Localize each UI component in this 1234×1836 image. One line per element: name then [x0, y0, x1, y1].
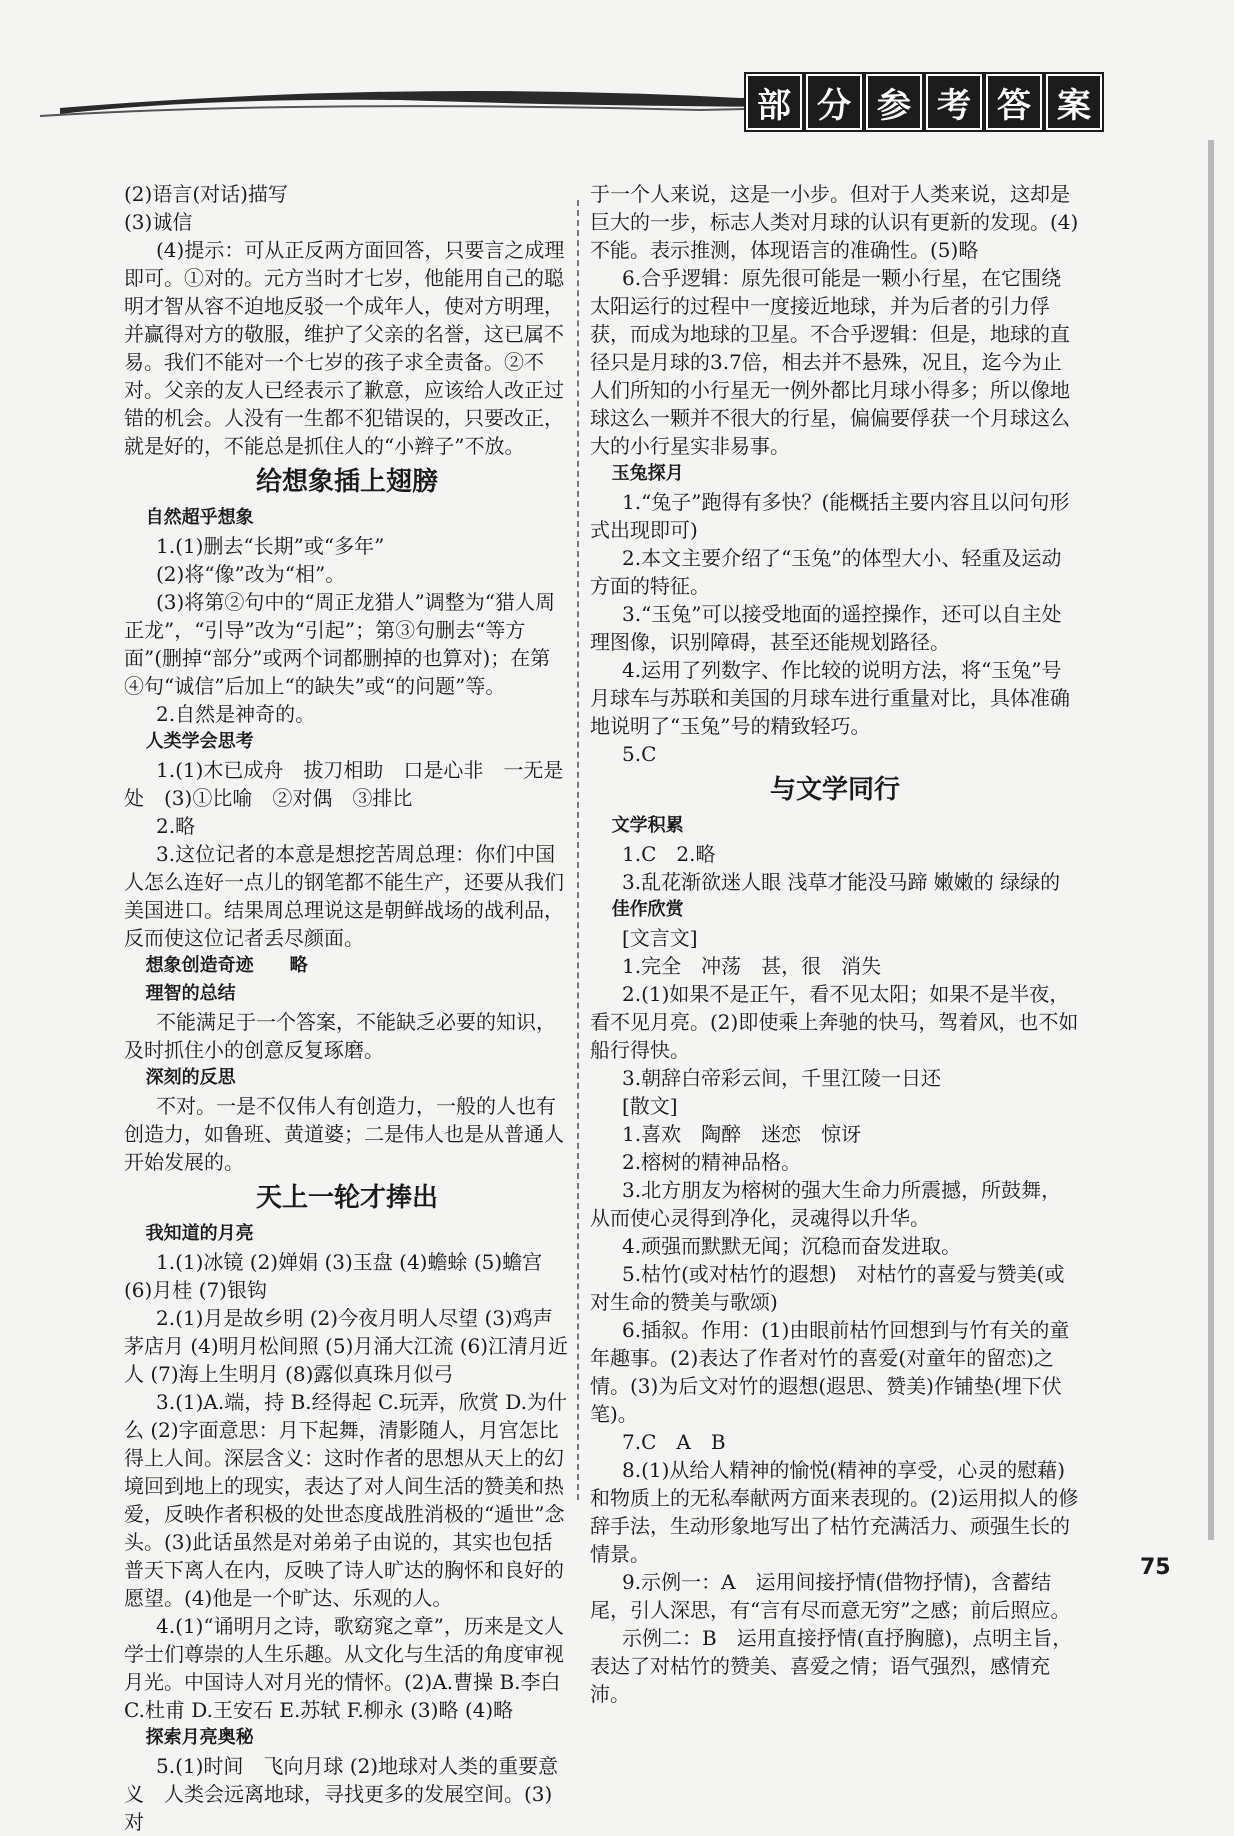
answer-line: 3.(1)A.端，持 B.经得起 C.玩弄，欣赏 D.为什么 (2)字面意思：月下起舞，清影随人，月宫怎比得上人间。深层含义：这时作者的思想从天上的幻境回到地上的现实，表达了对人间生活的赞美和热爱，反映作者积极的处世态度战胜消极的“遁世”念头。(3)此话虽然是对弟弟子由说的，其实也包括普天下离人在内，反映了诗人旷达的胸怀和良好的愿望。(4)他是一个旷达、乐观的人。 [124, 1390, 567, 1610]
section-heading: 与文学同行 [769, 775, 900, 805]
answer-line: 1.(1)木已成舟 拔刀相助 口是心非 一无是处 (3)①比喻 ②对偶 ③排比 [124, 758, 564, 810]
page-edge [1208, 140, 1214, 1540]
answer-line: (2)将“像”改为“相”。 [156, 562, 346, 586]
answer-line: 1.喜欢 陶醉 迷恋 惊讶 [622, 1122, 862, 1146]
answer-line: 不能满足于一个答案，不能缺乏必要的知识，及时抓住小的创意反复琢磨。 [124, 1010, 556, 1062]
answer-line: 6.合乎逻辑：原先很可能是一颗小行星，在它围绕太阳运行的过程中一度接近地球，并为后者的引力俘获，而成为地球的卫星。不合乎逻辑：但是，地球的直径只是月球的3.7倍，相去并不悬殊，况且，迄今为止人们所知的小行星无一例外都比月球小得多；所以像地球这么一颗并不很大的行星，偏偏要俘获一个月球这么大的小行星实非易事。 [590, 266, 1070, 458]
answer-line: (2)语言(对话)描写 [124, 182, 288, 206]
answer-line: 3.这位记者的本意是想挖苦周总理：你们中国人怎么连好一点儿的钢笔都不能生产，还要从我们美国进口。结果周总理说这是朝鲜战场的战利品，反而使这位记者丢尽颜面。 [124, 842, 564, 950]
subsection-heading: 人类学会思考 [145, 731, 254, 752]
answer-line: 1.“兔子”跑得有多快？(能概括主要内容且以问句形式出现即可) [590, 490, 1070, 542]
header-char: 考 [926, 74, 982, 130]
answer-line: 2.本文主要介绍了“玉兔”的体型大小、轻重及运动方面的特征。 [590, 546, 1062, 598]
subsection-heading: 文学积累 [611, 815, 684, 836]
answer-line: 3.“玉兔”可以接受地面的遥控操作，还可以自主处理图像，识别障碍，甚至还能规划路径。 [590, 602, 1062, 654]
answer-line: 3.乱花渐欲迷人眼 浅草才能没马蹄 嫩嫩的 绿绿的 [622, 870, 1061, 894]
page-number: 75 [1140, 1555, 1171, 1580]
section-heading: 天上一轮才捧出 [255, 1183, 438, 1213]
answer-line: 3.北方朋友为榕树的强大生命力所震撼，所鼓舞，从而使心灵得到净化，灵魂得以升华。 [590, 1178, 1062, 1230]
header-char: 分 [806, 74, 862, 130]
answer-line: (3)将第②句中的“周正龙猎人”调整为“猎人周正龙”，“引导”改为“引起”；第③句删去“等方面”(删掉“部分”或两个词都删掉的也算对)；在第④句“诚信”后加上“的缺失”或“的问题”等。 [124, 590, 556, 698]
subsection-heading: 深刻的反思 [145, 1067, 236, 1088]
answer-line: 1.完全 冲荡 甚，很 消失 [622, 954, 882, 978]
subsection-heading: 我知道的月亮 [145, 1223, 254, 1244]
answer-line: 5.(1)时间 飞向月球 (2)地球对人类的重要意义 人类会远离地球，寻找更多的发展空间。(3)对 [124, 1754, 559, 1834]
subsection-heading: 探索月亮奥秘 [145, 1727, 254, 1748]
answer-line: 不对。一是不仅伟人有创造力，一般的人也有创造力，如鲁班、黄道婆；二是伟人也是从普通人开始发展的。 [124, 1094, 564, 1174]
subsection-heading: 想象创造奇迹 略 [145, 955, 308, 976]
answer-line: 4.顽强而默默无闻；沉稳而奋发进取。 [622, 1234, 962, 1258]
answer-line: 于一个人来说，这是一小步。但对于人类来说，这却是巨大的一步，标志人类对月球的认识有更新的发现。(4)不能。表示推测，体现语言的准确性。(5)略 [590, 182, 1079, 262]
section-heading: 给想象插上翅膀 [255, 467, 438, 497]
header-char: 部 [746, 74, 802, 130]
answer-line: [文言文] [622, 926, 698, 950]
header-char: 参 [866, 74, 922, 130]
answer-line: [散文] [622, 1094, 678, 1118]
answer-line: 2.略 [156, 814, 196, 838]
answer-line: 8.(1)从给人精神的愉悦(精神的享受，心灵的慰藉)和物质上的无私奉献两方面来表现的。(2)运用拟人的修辞手法，生动形象地写出了枯竹充满活力、顽强生长的情景。 [590, 1458, 1079, 1566]
answer-line: (3)诚信 [124, 210, 193, 234]
answer-line: 1.(1)冰镜 (2)婵娟 (3)玉盘 (4)蟾蜍 (5)蟾宫 (6)月桂 (7)银钩 [124, 1250, 549, 1302]
answer-line: (4)提示：可从正反两方面回答，只要言之成理即可。①对的。元方当时才七岁，他能用自己的聪明才智从容不迫地反驳一个成年人，使对方明理，并赢得对方的敬服，维护了父亲的名誉，这已属不易。我们不能对一个七岁的孩子求全责备。②不对。父亲的友人已经表示了歉意，应该给人改正过错的机会。人没有一生都不犯错误的，只要改正，就是好的，不能总是抓住人的“小辫子”不放。 [124, 238, 565, 458]
answer-line: 7.C A B [622, 1430, 726, 1454]
answer-line: 5.枯竹(或对枯竹的遐想) 对枯竹的喜爱与赞美(或对生命的赞美与歌颂) [590, 1262, 1065, 1314]
answer-line: 1.C 2.略 [622, 842, 716, 866]
header-char: 案 [1046, 74, 1102, 130]
answer-line: 3.朝辞白帝彩云间，千里江陵一日还 [622, 1066, 942, 1090]
answer-line: 示例二：B 运用直接抒情(直抒胸臆)，点明主旨，表达了对枯竹的赞美、喜爱之情；语气强烈，感情充沛。 [590, 1626, 1073, 1706]
answer-line: 2.自然是神奇的。 [156, 702, 316, 726]
subsection-heading: 玉兔探月 [611, 463, 684, 484]
answer-line: 2.(1)月是故乡明 (2)今夜月明人尽望 (3)鸡声茅店月 (4)明月松间照 (5)月涌大江流 (6)江清月近人 (7)海上生明月 (8)露似真珠月似弓 [124, 1306, 569, 1386]
answer-line: 5.C [622, 742, 657, 766]
subsection-heading: 自然超乎想象 [145, 507, 254, 528]
answer-line: 4.运用了列数字、作比较的说明方法，将“玉兔”号月球车与苏联和美国的月球车进行重量对比，具体准确地说明了“玉兔”号的精致轻巧。 [590, 658, 1070, 738]
answer-line: 9.示例一：A 运用间接抒情(借物抒情)，含蓄结尾，引人深思，有“言有尽而意无穷”之感；前后照应。 [590, 1570, 1071, 1622]
answer-line: 1.(1)删去“长期”或“多年” [156, 534, 385, 558]
subsection-heading: 佳作欣赏 [611, 899, 684, 920]
answer-line: 4.(1)“诵明月之诗，歌窈窕之章”，历来是文人学士们尊崇的人生乐趣。从文化与生活的角度审视月光。中国诗人对月光的情怀。(2)A.曹操 B.李白 C.杜甫 D.王安石 E.苏轼 F.柳永 (3)略 (4)略 [124, 1614, 567, 1722]
header-title [746, 74, 1102, 130]
left-column [124, 180, 570, 1836]
answer-line: 2.榕树的精神品格。 [622, 1150, 802, 1174]
header-char: 答 [986, 74, 1042, 130]
column-divider [577, 200, 579, 1500]
answer-line: 2.(1)如果不是正午，看不见太阳；如果不是半夜，看不见月亮。(2)即使乘上奔驰的快马，驾着风，也不如船行得快。 [590, 982, 1079, 1062]
answer-line: 6.插叙。作用：(1)由眼前枯竹回想到与竹有关的童年趣事。(2)表达了作者对竹的喜爱(对童年的留恋)之情。(3)为后文对竹的遐想(遐思、赞美)作铺垫(埋下伏笔)。 [590, 1318, 1070, 1426]
right-column [590, 180, 1080, 1708]
subsection-heading: 理智的总结 [145, 983, 236, 1004]
